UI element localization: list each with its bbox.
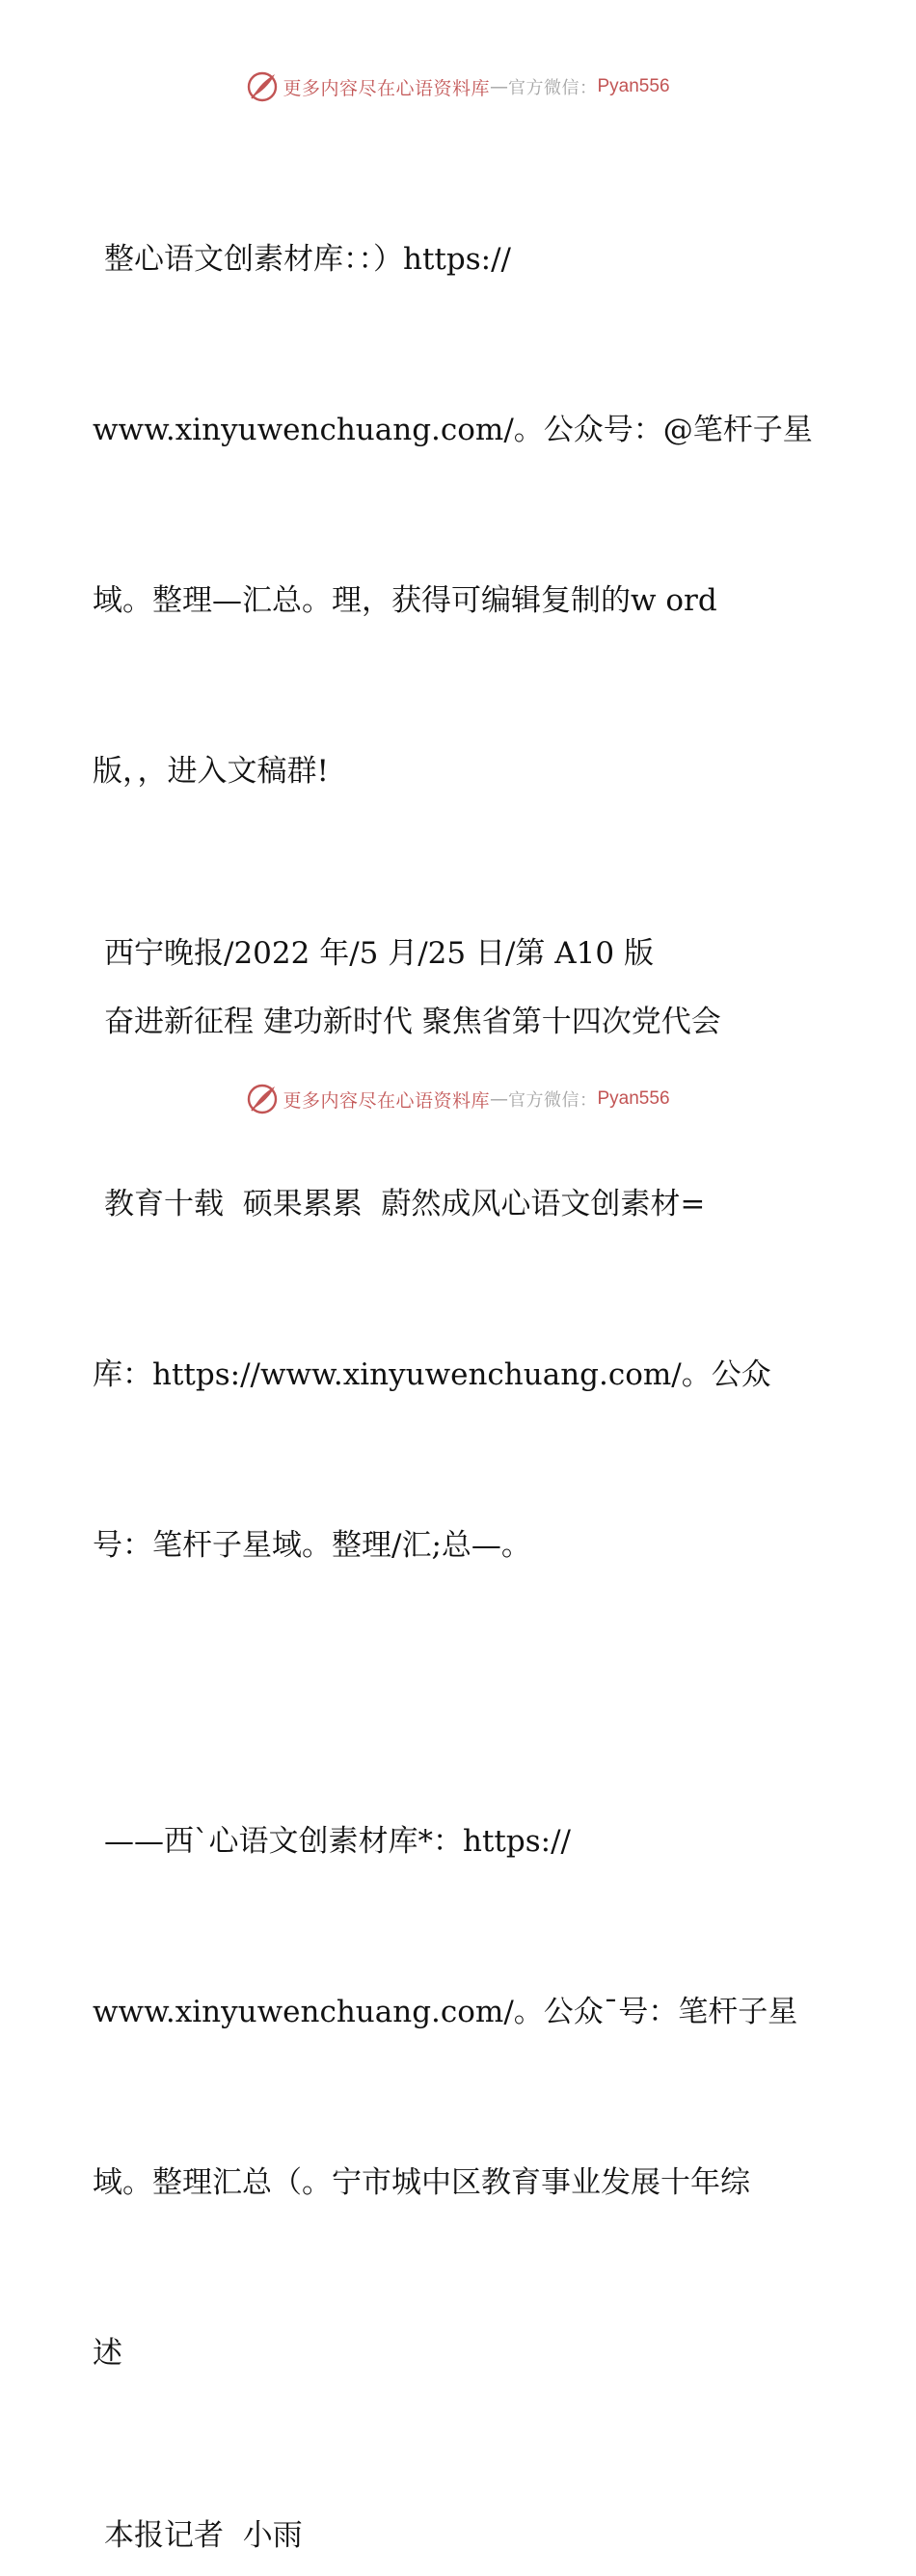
header-wechat-id: Pyan556 — [597, 76, 670, 96]
footer-wechat-label: 官方微信： — [508, 1090, 598, 1111]
intro-line-4: 版，，进入文稿群! — [93, 754, 329, 789]
footer-banner — [0, 1080, 916, 1118]
header-wechat-label: 官方微信： — [508, 78, 598, 98]
header-banner — [0, 67, 916, 106]
series-title: 奋进新征程 建功新时代 聚焦省第十四次党代会 — [104, 1005, 721, 1039]
headline-line-1: 教育十载 硕果累累 蔚然成风心语文创素材= — [104, 1187, 706, 1221]
document-body — [93, 118, 825, 2576]
headline-line-3: 号：笔杆子星域。整理/汇;总—。 — [93, 1528, 531, 1563]
headline-paragraph — [93, 1062, 825, 1688]
header-separator: — — [490, 76, 508, 97]
intro-line-1: 整心语文创素材库：：）https:// — [104, 242, 511, 277]
header-promo-text: 更多内容尽在心语资料库 — [283, 77, 490, 99]
quill-pen-circle-logo-icon — [246, 70, 279, 103]
dateline: 西宁晚报/2022 年/5 月/25 日/第 A10 版 — [104, 936, 654, 971]
intro-line-2: www.xinyuwenchuang.com/。公众号：@笔杆子星 — [93, 413, 813, 447]
subtitle-line-4: 述 — [93, 2336, 122, 2371]
subtitle-line-2: www.xinyuwenchuang.com/。公众¯号：笔杆子星 — [93, 1995, 798, 2029]
intro-paragraph — [93, 118, 825, 914]
headline-line-2: 库：https://www.xinyuwenchuang.com/。公众 — [93, 1357, 771, 1392]
subtitle-paragraph — [93, 1700, 825, 2496]
subtitle-line-1: ——西ˋ心语文创素材库*：https:// — [104, 1824, 571, 1859]
subtitle-line-3: 域。整理汇总（。宁市城中区教育事业发展十年综 — [93, 2165, 750, 2200]
footer-promo-text: 更多内容尽在心语资料库 — [283, 1089, 490, 1112]
quill-pen-circle-logo-icon — [246, 1083, 279, 1115]
footer-wechat-id: Pyan556 — [597, 1088, 670, 1109]
footer-separator: — — [490, 1088, 508, 1110]
byline: 本报记者 小雨 — [104, 2518, 303, 2553]
intro-line-3: 域。整理—汇总。理，获得可编辑复制的w ord — [93, 583, 717, 618]
